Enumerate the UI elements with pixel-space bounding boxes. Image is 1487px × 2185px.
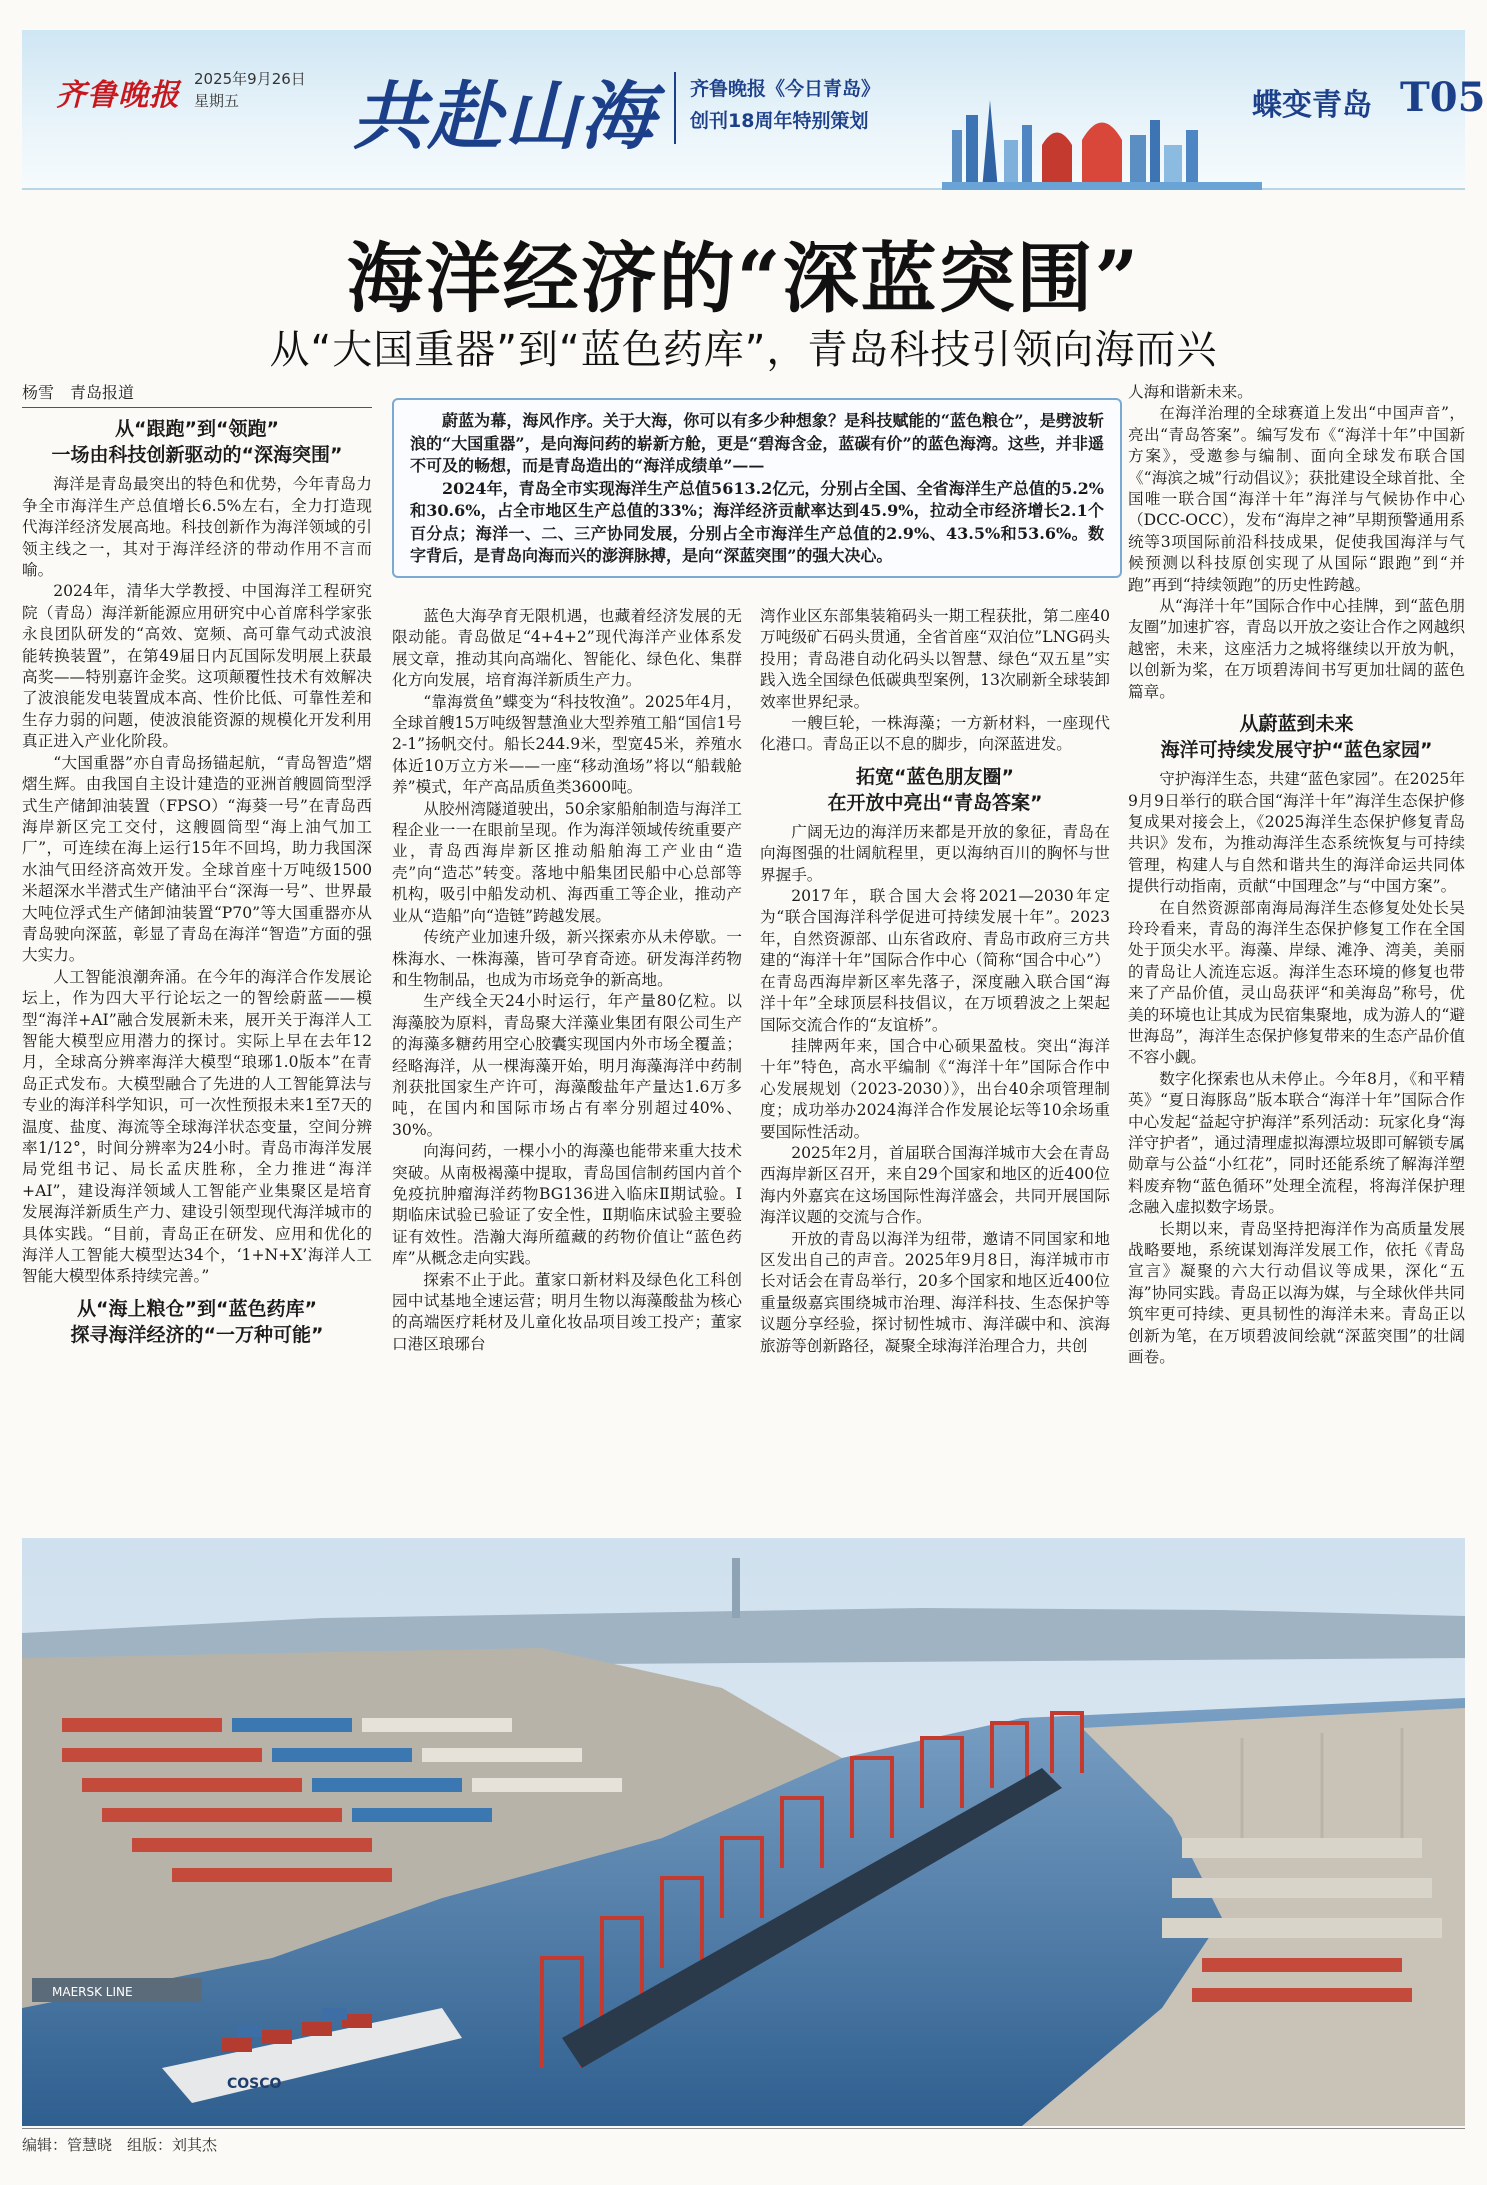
- footer-credits: 编辑：管慧晓 组版：刘其杰: [22, 2136, 218, 2154]
- paragraph: 2025年2月，首届联合国海洋城市大会在青岛西海岸新区召开，来自29个国家和地区的近400位海内外嘉宾在这场国际性海洋盛会，共同开展国际海洋议题的交流与合作。: [760, 1143, 1110, 1227]
- ship-label-cosco: COSCO: [227, 2076, 282, 2092]
- port-aerial-image: [22, 1538, 1465, 2126]
- subheadline: 从“大国重器”到“蓝色药库”，青岛科技引领向海而兴: [269, 327, 1218, 373]
- newspaper-logo: 齐鲁晚报: [56, 78, 180, 113]
- paragraph: 海洋是青岛最突出的特色和优势，今年青岛力争全市海洋生产总值增长6.5%左右，全力打造现代海洋经济发展高地。科技创新作为海洋领域的引领主线之一，其对于海洋经济的带动作用不言而喻。: [22, 475, 372, 580]
- paragraph: 传统产业加速升级，新兴探索亦从未停歇。一株海水、一株海藻，皆可孕育奇迹。研发海洋药物和生物制品，也成为市场竞争的新高地。: [392, 928, 742, 989]
- paragraph: 一艘巨轮，一株海藻；一方新材料，一座现代化港口。青岛正以不息的脚步，向深蓝进发。: [760, 714, 1110, 754]
- headline: 海洋经济的“深蓝突围”: [346, 234, 1141, 323]
- paragraph: 向海问药，一棵小小的海藻也能带来重大技术突破。从南极褐藻中提取，青岛国信制药国内首个免疫抗肿瘤海洋药物BG136进入临床Ⅱ期试验。Ⅰ期临床试验已验证了安全性，Ⅱ期临床试验主要验证有效性。浩瀚大海所蕴藏的药物价值让“蓝色药库”从概念走向实践。: [392, 1142, 742, 1268]
- paragraph: 人工智能浪潮奔涌。在今年的海洋合作发展论坛上，作为四大平行论坛之一的智绘蔚蓝——模型“海洋+AI”融合发展新未来，展开关于海洋人工智能大模型应用潜力的探讨。实际上早在去年12月，全球高分辨率海洋大模型“琅琊1.0版本”在青岛正式发布。大模型融合了先进的人工智能算法与专业的海洋科学知识，可一次性预报未来1至7天的温度、盐度、海流等全球海洋状态变量，空间分辨率1/12°，时间分辨率为24小时。青岛市海洋发展局党组书记、局长孟庆胜称，全力推进“海洋+AI”，建设海洋领域人工智能产业集聚区是培育发展海洋新质生产力、建设引领型现代海洋城市的具体实践。“目前，青岛正在研发、应用和优化的海洋人工智能大模型达34个，‘1+N+X’海洋人工智能大模型体系持续完善。”: [22, 967, 372, 1286]
- paragraph: 生产线全天24小时运行，年产量80亿粒。以海藻胶为原料，青岛聚大洋藻业集团有限公司生产的海藻多糖药用空心胶囊实现国内外市场全覆盖；经略海洋，从一棵海藻开始，明月海藻海洋中药制剂获批国家生产许可，海藻酸盐年产量达1.6万多吨，在国内和国际市场占有率分别超过40%、30%。: [392, 992, 742, 1139]
- skyline-illustration: [942, 90, 1262, 190]
- paragraph: 从胶州湾隧道驶出，50余家船舶制造与海洋工程企业一一在眼前呈现。作为海洋领域传统重要产业，青岛西海岸新区推动船舶海工产业由“造壳”向“造芯”转变。落地中船集团民船中心总部等机构，吸引中船发动机、海西重工等企业，推动产业从“造船”向“造链”跨越发展。: [392, 799, 742, 925]
- feature-title: 共赴山海: [352, 74, 656, 160]
- column-4: [1128, 382, 1465, 1368]
- paragraph: 从“海洋十年”国际合作中心挂牌，到“蓝色朋友圈”加速扩容，青岛以开放之姿让合作之网越织越密，未来，这座活力之城将继续以开放为帆，以创新为桨，在万顷碧涛间书写更加壮阔的蓝色篇章。: [1128, 597, 1465, 701]
- paragraph: 开放的青岛以海洋为纽带，邀请不同国家和地区发出自己的声音。2025年9月8日，海洋城市市长对话会在青岛举行，20多个国家和地区近400位重量级嘉宾围绕城市治理、海洋科技、生态保护等议题分享经验，探讨韧性城市、海洋碳中和、滨海旅游等创新路径，凝聚全球海洋治理合力，共创: [760, 1229, 1110, 1355]
- page-number: T05: [1400, 74, 1486, 121]
- port-photo: [22, 1538, 1465, 2126]
- paragraph: 守护海洋生态，共建“蓝色家园”。在2025年9月9日举行的联合国“海洋十年”海洋生态保护修复成果对接会上，《2025海洋生态保护修复青岛共识》发布，为推动海洋生态系统恢复与可持续管理，构建人与自然和谐共生的海洋命运共同体提供行动指南，贡献“中国理念”与“中国方案”。: [1128, 770, 1465, 896]
- paragraph: 广阔无边的海洋历来都是开放的象征，青岛在向海图强的壮阔航程里，更以海纳百川的胸怀与世界握手。: [760, 822, 1110, 884]
- section-heading: 拓宽“蓝色朋友圈” 在开放中亮出“青岛答案”: [827, 765, 1043, 814]
- paragraph: 在自然资源部南海局海洋生态修复处处长吴玲玲看来，青岛的海洋生态保护修复工作在全国处于顶尖水平。海藻、岸绿、滩净、湾美，美丽的青岛让人流连忘返。海洋生态环境的修复也带来了产品价值，灵山岛获评“和美海岛”称号，优美的环境也让其成为民宿集聚地，成为游人的“避世海岛”，海洋生态保护修复带来的生态产品价值不容小觑。: [1128, 898, 1465, 1067]
- paragraph: 探索不止于此。董家口新材料及绿色化工科创园中试基地全速运营；明月生物以海藻酸盐为核心的高端医疗耗材及儿童化妆品项目竣工投产；董家口港区琅琊台: [392, 1270, 742, 1353]
- column-2: [392, 606, 742, 1355]
- paragraph: 湾作业区东部集装箱码头一期工程获批，第二座40万吨级矿石码头贯通，全省首座“双泊位”LNG码头投用；青岛港自动化码头以智慧、绿色“双五星”实践入选全国绿色低碳典型案例，13次刷新全球装卸效率世界纪录。: [760, 607, 1110, 711]
- section-heading: 从“跟跑”到“领跑” 一场由科技创新驱动的“深海突围”: [51, 418, 343, 467]
- paragraph: 2017年，联合国大会将2021—2030年定为“联合国海洋科学促进可持续发展十年”。2023年，自然资源部、山东省政府、青岛市政府三方共建的“海洋十年”国际合作中心（简称“国合中心”）在青岛西海岸新区率先落子，深度融入联合国“海洋十年”全球顶层科技倡议，在万顷碧波之上架起国际交流合作的“友谊桥”。: [760, 887, 1110, 1034]
- lead-box: [392, 398, 1122, 578]
- column-3: [760, 606, 1110, 1357]
- paragraph: 蓝色大海孕育无限机遇，也藏着经济发展的无限动能。青岛做足“4+4+2”现代海洋产业体系发展文章，推动其向高端化、智能化、绿色化、集群化方向发展，培育海洋新质生产力。: [392, 607, 742, 690]
- issue-date: [194, 68, 306, 112]
- lead-paragraph: 蔚蓝为幕，海风作序。关于大海，你可以有多少种想象？是科技赋能的“蓝色粮仓”，是劈波斩浪的“大国重器”，是向海问药的崭新方舱，更是“碧海含金，蓝碳有价”的蓝色海湾。这些，并非遥不可及的畅想，而是青岛造出的“海洋成绩单”——: [410, 411, 1104, 475]
- paragraph: 长期以来，青岛坚持把海洋作为高质量发展战略要地，系统谋划海洋发展工作，依托《青岛宣言》凝聚的六大行动倡议等成果，深化“五海”协同实践。青岛正以海为媒，与全球伙伴共同筑牢更可持续、更具韧性的海洋未来。青岛正以创新为笔，在万顷碧波间绘就“深蓝突围”的壮阔画卷。: [1128, 1219, 1465, 1367]
- paragraph: 数字化探索也从未停止。今年8月，《和平精英》“夏日海豚岛”版本联合“海洋十年”国际合作中心发起“益起守护海洋”系列活动：玩家化身“海洋守护者”，通过清理虚拟海漂垃圾即可解锁专属勋章与公益“小红花”，同时还能系统了解海洋塑料废弃物“蓝色循环”处理全流程，将海洋保护理念融入虚拟数字场景。: [1128, 1069, 1465, 1217]
- paragraph: “大国重器”亦自青岛扬锚起航，“青岛智造”熠熠生辉。由我国自主设计建造的亚洲首艘圆筒型浮式生产储卸油装置（FPSO）“海葵一号”在青岛西海岸新区完工交付，这艘圆筒型“海上油气加工厂”，可连续在海上运行15年不回坞，助力我国深水油气田经济高效开发。全球首座十万吨级1500米超深水半潜式生产储油平台“深海一号”、世界最大吨位浮式生产储卸油装置“P70”等大国重器亦从青岛驶向深蓝，彰显了青岛在海洋“智造”方面的强大实力。: [22, 753, 372, 965]
- ship-label-maersk: MAERSK LINE: [52, 1985, 133, 1999]
- section-heading: 从蔚蓝到未来 海洋可持续发展守护“蓝色家园”: [1160, 713, 1433, 762]
- feature-subtitle-1: 齐鲁晚报《今日青岛》: [690, 78, 881, 100]
- section-name: 蝶变青岛: [1252, 88, 1372, 123]
- footer-rule: [22, 2128, 1465, 2129]
- paragraph: 人海和谐新未来。: [1128, 383, 1253, 401]
- paragraph: 2024年，清华大学教授、中国海洋工程研究院（青岛）海洋新能源应用研究中心首席科学家张永良团队研发的“高效、宽频、高可靠气动式波浪能转换装置”，在第49届日内瓦国际发明展上获最高奖——特别嘉许金奖。这项颠覆性技术有效解决了波浪能发电装置成本高、性价比低、可靠性差和生存力弱的问题，使波浪能资源的规模化开发利用真正进入产业化阶段。: [22, 582, 372, 751]
- section-heading: 从“海上粮仓”到“蓝色药库” 探寻海洋经济的“一万种可能”: [70, 1297, 324, 1346]
- divider: [674, 72, 676, 144]
- byline: 杨雪 青岛报道: [22, 382, 372, 408]
- date-text: 2025年9月26日: [194, 70, 306, 88]
- masthead: [22, 30, 1486, 190]
- paragraph: “靠海赏鱼”蝶变为“科技牧渔”。2025年4月，全球首艘15万吨级智慧渔业大型养殖工船“国信1号2-1”扬帆交付。船长244.9米，型宽45米，养殖水体近10万立方米——一座“移动渔场”将以“船载舱养”模式，年产高品质鱼类3600吨。: [392, 692, 742, 797]
- lead-paragraph: 2024年，青岛全市实现海洋生产总值5613.2亿元，分别占全国、全省海洋生产总值的5.2%和30.6%，占全市地区生产总值的33%；海洋经济贡献率达到45.9%，拉动全市经济增长2.1个百分点；海洋一、二、三产协同发展，分别占全市海洋生产总值的2.9%、43.5%和53.6%。数字背后，是青岛向海而兴的澎湃脉搏，是向“深蓝突围”的强大决心。: [410, 478, 1104, 565]
- weekday-text: 星期五: [194, 92, 240, 110]
- paragraph: 在海洋治理的全球赛道上发出“中国声音”，亮出“青岛答案”。编写发布《“海洋十年”中国新方案》，受邀参与编制、面向全球发布联合国《“海滨之城”行动倡议》；获批建设全球首批、全国唯一联合国“海洋十年”海洋与气候协作中心（DCC-OCC），发布“海岸之神”早期预警通用系统等3项国际前沿科技成果，促使我国海洋与气候预测以科技原创实现了从国际“跟跑”到“并跑”再到“持续领跑”的历史性跨越。: [1128, 404, 1465, 594]
- paragraph: 挂牌两年来，国合中心硕果盈枝。突出“海洋十年”特色，高水平编制《“海洋十年”国际合作中心发展规划（2023-2030）》，出台40余项管理制度；成功举办2024海洋合作发展论坛等10余场重要国际性活动。: [760, 1036, 1110, 1141]
- column-1: [22, 382, 372, 1354]
- feature-subtitle-2: 创刊18周年特别策划: [690, 110, 869, 132]
